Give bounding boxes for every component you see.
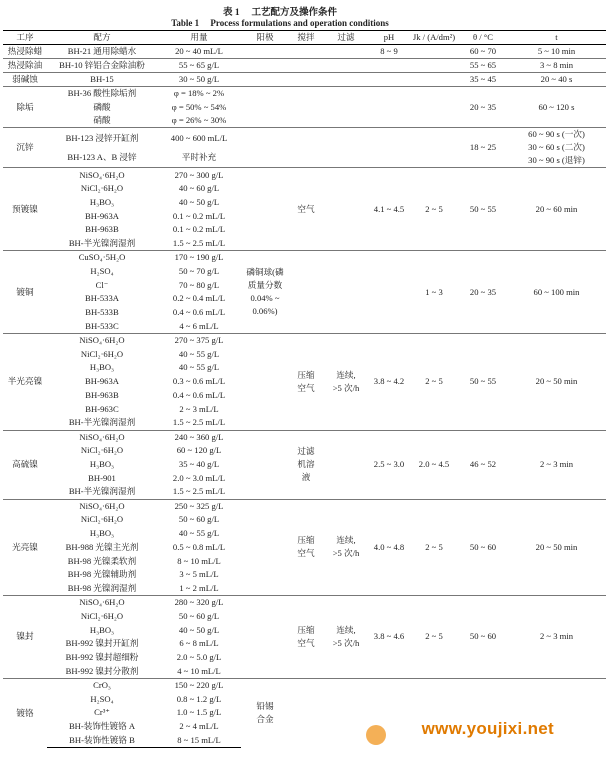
formula-cell: BH-963B (85, 390, 119, 401)
table-header-row (3, 31, 606, 45)
filtration-cell (323, 678, 369, 747)
ph-cell: 4.0 ~ 4.8 (369, 499, 409, 596)
header-temperature: θ / °C (459, 31, 507, 45)
dosage-cell: 30 ~ 50 g/L (157, 73, 241, 87)
table-title-cn: 表 1 工艺配方及操作条件 (222, 8, 337, 18)
anode-cell: 铅锡 合金 (241, 678, 289, 747)
header-stirring: 搅拌 (289, 31, 323, 45)
formula-cell: NiCl₂·6H₂O (80, 183, 124, 194)
formula-cell: BH-988 光镍主光剂 (65, 541, 139, 552)
anode-cell (241, 59, 289, 73)
formula-cell: NiCl₂·6H₂O (80, 514, 124, 525)
header-filtration: 过滤 (323, 31, 369, 45)
process-cell: 镀铬 (3, 678, 47, 747)
stirring-cell: 空气 (289, 168, 323, 251)
formula-cell: BH-36 酸性除垢剂 (47, 87, 157, 101)
dosage-cell: 0.1 ~ 0.2 mL/L (172, 210, 226, 221)
header-formula: 配方 (47, 31, 157, 45)
stirring-cell: 过滤 机溶 液 (289, 430, 323, 499)
current-density-cell: 1 ~ 3 (409, 251, 459, 334)
formula-cell: H₃BO₃ (89, 362, 115, 373)
formula-cell: BH-10 锌铝合金除油粉 (47, 59, 157, 73)
temperature-cell: 50 ~ 60 (459, 596, 507, 679)
ph-cell: 4.1 ~ 4.5 (369, 168, 409, 251)
dosage-cell: φ = 26% ~ 30% (171, 115, 227, 126)
watermark-text: www.youjixi.net (421, 719, 554, 738)
formula-cell: BH-98 光镍柔软剂 (67, 555, 137, 566)
process-cell: 半光亮镍 (3, 333, 47, 430)
ph-cell (369, 87, 409, 128)
dosage-cell: 3 ~ 5 mL/L (179, 569, 219, 580)
temperature-cell: 60 ~ 70 (459, 45, 507, 59)
process-cell: 高硫镍 (3, 430, 47, 499)
time-cell: 60 ~ 90 s (一次) 30 ~ 60 s (二次) 30 ~ 90 s (退锌) (507, 128, 606, 168)
process-cell: 沉锌 (3, 128, 47, 168)
filtration-cell: 连续, >5 次/h (323, 499, 369, 596)
table-row (3, 596, 606, 610)
process-cell: 光亮镍 (3, 499, 47, 596)
anode-cell (241, 333, 289, 430)
formula-cell: H₃BO₃ (89, 196, 115, 207)
filtration-cell (323, 87, 369, 128)
dosage-cell: 35 ~ 40 g/L (178, 459, 220, 470)
formula-cell: H₂SO₄ (90, 693, 114, 704)
header-current-density: Jk / (A/dm²) (409, 31, 459, 45)
current-density-cell: 2 ~ 5 (409, 168, 459, 251)
header-dosage: 用量 (157, 31, 241, 45)
formula-cell: BH-901 (88, 472, 116, 483)
table-row (3, 333, 606, 347)
time-cell: 2 ~ 3 min (507, 596, 606, 679)
formula-cell: BH-992 镍封超细粉 (65, 652, 139, 663)
formula-cell: NiCl₂·6H₂O (80, 445, 124, 456)
dosage-cell: 0.1 ~ 0.2 mL/L (172, 224, 226, 235)
dosage-cell: 270 ~ 300 g/L (157, 168, 241, 182)
stirring-cell (289, 59, 323, 73)
dosage-cell: 40 ~ 55 g/L (178, 528, 220, 538)
temperature-cell: 55 ~ 65 (459, 59, 507, 73)
formula-cell: BH-533B (85, 307, 119, 318)
formula-cell: H₂SO₄ (90, 265, 114, 276)
temperature-cell: 50 ~ 55 (459, 333, 507, 430)
stirring-cell (289, 73, 323, 87)
formula-cell: BH-98 光镍润湿剂 (67, 582, 137, 593)
current-density-cell (409, 45, 459, 59)
dosage-cell: 2 ~ 4 mL/L (179, 721, 219, 732)
temperature-cell: 18 ~ 25 (459, 128, 507, 168)
dosage-cell: 1.0 ~ 1.5 g/L (176, 707, 222, 718)
dosage-cell: 270 ~ 375 g/L (157, 333, 241, 347)
filtration-cell (323, 73, 369, 87)
ph-cell: 8 ~ 9 (369, 45, 409, 59)
table-row (3, 678, 606, 692)
current-density-cell (409, 128, 459, 168)
time-cell: 20 ~ 50 min (507, 499, 606, 596)
formula-cell: H₃BO₃ (89, 528, 115, 538)
dosage-cell: 70 ~ 80 g/L (178, 279, 220, 290)
current-density-cell: 2 ~ 5 (409, 596, 459, 679)
formula-cell: CuSO₄·5H₂O (47, 251, 157, 265)
formula-cell: BH-半光镍润湿剂 (68, 238, 136, 249)
dosage-cell: 40 ~ 50 g/L (178, 196, 220, 207)
stirring-cell (289, 87, 323, 128)
watermark-logo (366, 725, 386, 745)
anode-cell (241, 87, 289, 128)
temperature-cell: 46 ~ 52 (459, 430, 507, 499)
dosage-cell: 55 ~ 65 g/L (157, 59, 241, 73)
temperature-cell: 35 ~ 45 (459, 73, 507, 87)
formula-cell: Cr³⁺ (94, 707, 110, 718)
header-time: t (507, 31, 606, 45)
time-cell: 5 ~ 10 min (507, 45, 606, 59)
dosage-cell: 40 ~ 55 g/L (178, 362, 220, 373)
stirring-cell (289, 251, 323, 334)
table-row (3, 87, 606, 101)
formula-cell: NiSO₄·6H₂O (47, 596, 157, 610)
process-cell: 镍封 (3, 596, 47, 679)
dosage-cell: 20 ~ 40 mL/L (157, 45, 241, 59)
table-row (3, 73, 606, 87)
table-row (3, 499, 606, 513)
dosage-cell: 240 ~ 360 g/L (157, 430, 241, 444)
time-cell: 20 ~ 50 min (507, 333, 606, 430)
formula-cell: BH-98 光镍辅助剂 (67, 569, 137, 580)
dosage-cell: 60 ~ 120 g/L (176, 445, 222, 456)
dosage-cell: 0.5 ~ 0.8 mL/L (172, 541, 226, 552)
dosage-cell: 4 ~ 10 mL/L (177, 665, 221, 676)
formula-cell: BH-533A (85, 293, 119, 304)
time-cell: 3 ~ 8 min (507, 59, 606, 73)
dosage-cell: 0.2 ~ 0.4 mL/L (172, 293, 226, 304)
formula-cell: BH-992 镍封开缸剂 (65, 638, 139, 649)
filtration-cell (323, 59, 369, 73)
dosage-cell: 4 ~ 6 mL/L (179, 320, 219, 331)
formula-cell: CrO₃ (47, 678, 157, 692)
time-cell: 20 ~ 60 min (507, 168, 606, 251)
process-cell: 镀铜 (3, 251, 47, 334)
header-anode: 阳极 (241, 31, 289, 45)
current-density-cell (409, 87, 459, 128)
dosage-cell: 400 ~ 600 mL/L (157, 128, 241, 148)
filtration-cell (323, 251, 369, 334)
dosage-cell: 1.5 ~ 2.5 mL/L (172, 238, 226, 249)
temperature-cell: 20 ~ 35 (459, 251, 507, 334)
table-row (3, 59, 606, 73)
ph-cell: 2.5 ~ 3.0 (369, 430, 409, 499)
dosage-cell: 50 ~ 60 g/L (178, 514, 220, 525)
dosage-cell: 40 ~ 60 g/L (178, 183, 220, 194)
temperature-cell: 20 ~ 35 (459, 87, 507, 128)
formula-cell: BH-963C (85, 403, 119, 414)
dosage-cell: 280 ~ 320 g/L (157, 596, 241, 610)
dosage-cell: 6 ~ 8 mL/L (179, 638, 219, 649)
temperature-cell: 50 ~ 55 (459, 168, 507, 251)
ph-cell: 3.8 ~ 4.6 (369, 596, 409, 679)
formula-cell: BH-半光镍润湿剂 (68, 486, 136, 497)
anode-cell (241, 128, 289, 168)
table-row (3, 430, 606, 444)
formula-cell: BH-963A (85, 210, 119, 221)
header-ph: pH (369, 31, 409, 45)
anode-cell (241, 168, 289, 251)
dosage-cell: 8 ~ 15 mL/L (157, 734, 241, 748)
ph-cell (369, 251, 409, 334)
formula-cell: NiSO₄·6H₂O (47, 333, 157, 347)
formula-cell: NiCl₂·6H₂O (80, 610, 124, 621)
time-cell: 2 ~ 3 min (507, 430, 606, 499)
filtration-cell (323, 45, 369, 59)
dosage-cell: 1 ~ 2 mL/L (179, 582, 219, 593)
dosage-cell: 8 ~ 10 mL/L (177, 555, 221, 566)
current-density-cell: 2 ~ 5 (409, 333, 459, 430)
stirring-cell: 压缩 空气 (289, 499, 323, 596)
anode-cell (241, 45, 289, 59)
dosage-cell: 50 ~ 70 g/L (178, 265, 220, 276)
formula-cell: Cl⁻ (95, 279, 109, 290)
dosage-cell: 0.8 ~ 1.2 g/L (176, 693, 222, 704)
dosage-cell: 1.5 ~ 2.5 mL/L (172, 486, 226, 497)
process-cell: 除垢 (3, 87, 47, 128)
time-cell: 20 ~ 40 s (507, 73, 606, 87)
filtration-cell: 连续, >5 次/h (323, 596, 369, 679)
anode-cell (241, 499, 289, 596)
filtration-cell: 连续, >5 次/h (323, 333, 369, 430)
formula-cell: BH-半光镍润湿剂 (68, 417, 136, 428)
dosage-cell: 50 ~ 60 g/L (178, 610, 220, 621)
time-cell: 60 ~ 120 s (507, 87, 606, 128)
process-cell: 热浸除油 (3, 59, 47, 73)
formula-cell: NiSO₄·6H₂O (47, 499, 157, 513)
dosage-cell: 250 ~ 325 g/L (157, 499, 241, 513)
table-row (3, 45, 606, 59)
dosage-cell: 2 ~ 3 mL/L (179, 403, 219, 414)
dosage-cell: 40 ~ 55 g/L (178, 348, 220, 359)
formula-cell: NiSO₄·6H₂O (47, 168, 157, 182)
dosage-cell: 2.0 ~ 3.0 mL/L (172, 472, 226, 483)
table-row (3, 128, 606, 148)
stirring-cell (289, 678, 323, 747)
dosage-cell: 0.3 ~ 0.6 mL/L (172, 376, 226, 387)
dosage-cell: 40 ~ 50 g/L (178, 624, 220, 635)
process-cell: 弱碱蚀 (3, 73, 47, 87)
formula-cell: BH-15 (47, 73, 157, 87)
current-density-cell (409, 59, 459, 73)
formula-cell: BH-21 通用除蜡水 (47, 45, 157, 59)
dosage-cell: 170 ~ 190 g/L (157, 251, 241, 265)
formula-cell: BH-123 浸锌开缸剂 (47, 128, 157, 148)
time-cell: 60 ~ 100 min (507, 251, 606, 334)
ph-cell (369, 59, 409, 73)
temperature-cell: 50 ~ 60 (459, 499, 507, 596)
header-process: 工序 (3, 31, 47, 45)
table-title-en: Table 1 Process formulations and operation conditions (171, 18, 389, 28)
formula-cell: NiCl₂·6H₂O (80, 348, 124, 359)
filtration-cell (323, 168, 369, 251)
formula-cell: BH-装饰性镀铬 A (68, 721, 136, 732)
filtration-cell (323, 128, 369, 168)
formula-cell: BH-992 镍封分散剂 (65, 665, 139, 676)
formula-cell: BH-装饰性镀铬 B (47, 734, 157, 748)
stirring-cell: 压缩 空气 (289, 596, 323, 679)
ph-cell: 3.8 ~ 4.2 (369, 333, 409, 430)
process-cell: 预镀镍 (3, 168, 47, 251)
formula-cell: BH-533C (85, 320, 119, 331)
current-density-cell (409, 73, 459, 87)
process-cell: 热浸除蜡 (3, 45, 47, 59)
dosage-cell: 0.4 ~ 0.6 mL/L (172, 390, 226, 401)
filtration-cell (323, 430, 369, 499)
stirring-cell (289, 45, 323, 59)
anode-cell: 磷铜球(磷 质量分数 0.04% ~ 0.06%) (241, 251, 289, 334)
anode-cell (241, 596, 289, 679)
anode-cell (241, 430, 289, 499)
dosage-cell: 1.5 ~ 2.5 mL/L (172, 417, 226, 428)
table-row (3, 251, 606, 265)
table-body (3, 45, 606, 748)
ph-cell (369, 128, 409, 168)
stirring-cell: 压缩 空气 (289, 333, 323, 430)
current-density-cell: 2.0 ~ 4.5 (409, 430, 459, 499)
dosage-cell: 2.0 ~ 5.0 g/L (176, 652, 222, 663)
dosage-cell: 0.4 ~ 0.6 mL/L (172, 307, 226, 318)
formula-cell: BH-123 A、B 浸锌 (67, 152, 137, 163)
formula-cell: 硝酸 (93, 115, 111, 126)
formula-cell: H₃BO₃ (89, 624, 115, 635)
table-row (3, 168, 606, 182)
stirring-cell (289, 128, 323, 168)
dosage-cell: 150 ~ 220 g/L (157, 678, 241, 692)
formula-cell: H₃BO₃ (89, 459, 115, 470)
anode-cell (241, 73, 289, 87)
current-density-cell: 2 ~ 5 (409, 499, 459, 596)
formula-cell: NiSO₄·6H₂O (47, 430, 157, 444)
dosage-cell: φ = 18% ~ 2% (157, 87, 241, 101)
formula-cell: 磷酸 (93, 101, 111, 112)
dosage-cell: 平时补充 (181, 152, 217, 163)
formula-cell: BH-963A (85, 376, 119, 387)
ph-cell (369, 73, 409, 87)
dosage-cell: φ = 50% ~ 54% (171, 101, 227, 112)
process-table (3, 30, 606, 748)
formula-cell: BH-963B (85, 224, 119, 235)
